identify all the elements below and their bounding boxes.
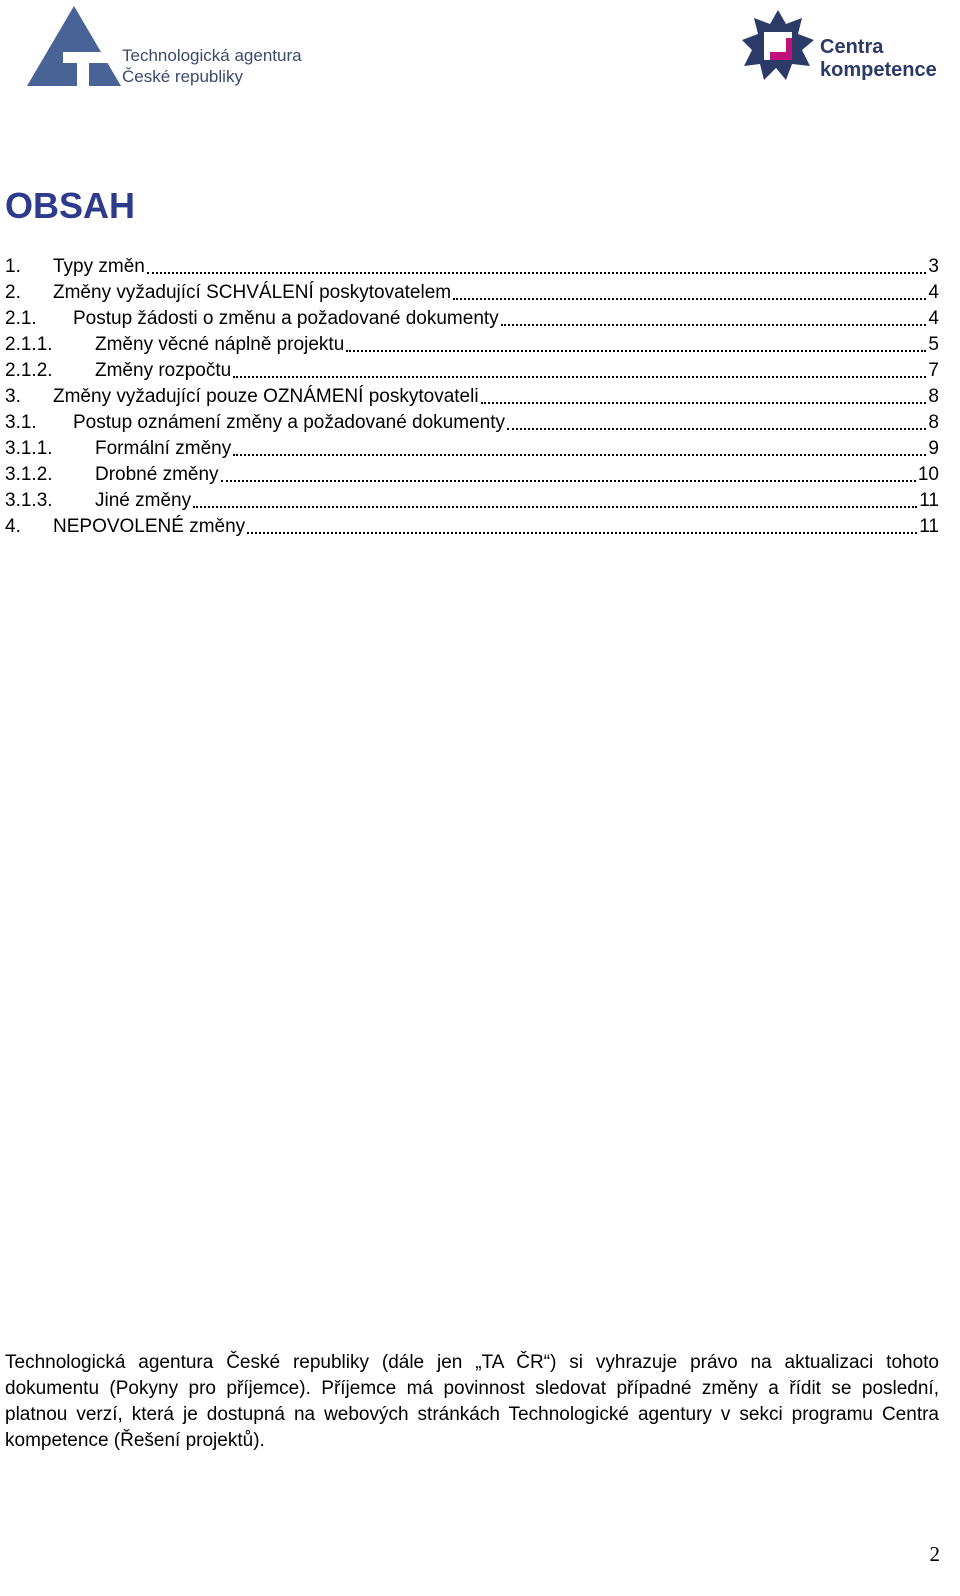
ck-logo-line2: kompetence <box>820 59 937 81</box>
toc-entry[interactable] <box>5 332 939 358</box>
toc-entry-page: 11 <box>919 516 939 537</box>
tacr-logo-line1: Technologická agentura <box>122 46 302 65</box>
toc-entry-page: 10 <box>917 464 939 485</box>
toc-leader-dots <box>221 480 916 482</box>
toc-entry-number: 3. <box>5 386 21 407</box>
toc-entry-number: 1. <box>5 256 21 277</box>
toc-entry-text: NEPOVOLENÉ změny <box>53 516 246 537</box>
toc-leader-dots <box>233 376 926 378</box>
toc-entry-text: Změny rozpočtu <box>95 360 232 381</box>
ck-logo-line1: Centra <box>820 36 884 58</box>
toc-entry-number: 2. <box>5 282 21 303</box>
toc-entry-text: Drobné změny <box>95 464 219 485</box>
toc-entry-number: 2.1.2. <box>5 360 53 381</box>
centra-kompetence-logo <box>740 8 945 84</box>
toc-leader-dots <box>453 298 926 300</box>
toc-leader-dots <box>247 532 917 534</box>
toc-entry-page: 8 <box>928 386 939 407</box>
toc-entry-text: Změny věcné náplně projektu <box>95 334 345 355</box>
toc-entry[interactable] <box>5 280 939 306</box>
toc-entry-number: 3.1.1. <box>5 438 53 459</box>
toc-entry-number: 3.1.3. <box>5 490 53 511</box>
toc-entry-page: 8 <box>928 412 939 433</box>
toc-entry-page: 4 <box>928 308 939 329</box>
toc-entry-text: Změny vyžadující SCHVÁLENÍ poskytovatelem <box>53 282 452 303</box>
toc-entry[interactable] <box>5 462 939 488</box>
toc-leader-dots <box>481 402 927 404</box>
toc-entry-text: Formální změny <box>95 438 232 459</box>
toc-entry-number: 3.1.2. <box>5 464 53 485</box>
table-of-contents <box>5 254 939 540</box>
toc-entry-page: 5 <box>928 334 939 355</box>
tacr-logo <box>27 6 327 88</box>
toc-entry-text: Změny vyžadující pouze OZNÁMENÍ poskytovateli <box>53 386 479 407</box>
toc-entry-number: 3.1. <box>5 412 37 433</box>
toc-entry-text: Jiné změny <box>95 490 192 511</box>
toc-entry-page: 3 <box>928 256 939 277</box>
toc-entry[interactable] <box>5 488 939 514</box>
tacr-logo-icon <box>27 6 122 88</box>
page-title: OBSAH <box>5 185 136 226</box>
toc-leader-dots <box>147 272 927 274</box>
tacr-logo-line2: České republiky <box>122 67 243 86</box>
centra-kompetence-logo-icon <box>740 8 816 84</box>
toc-entry-number: 2.1.1. <box>5 334 53 355</box>
toc-entry-number: 4. <box>5 516 21 537</box>
toc-entry-page: 4 <box>928 282 939 303</box>
toc-entry[interactable] <box>5 254 939 280</box>
toc-entry-number: 2.1. <box>5 308 37 329</box>
toc-entry[interactable] <box>5 358 939 384</box>
toc-entry[interactable] <box>5 514 939 540</box>
toc-entry-text: Postup oznámení změny a požadované dokumenty <box>73 412 505 433</box>
toc-leader-dots <box>501 324 927 326</box>
toc-entry-page: 9 <box>928 438 939 459</box>
toc-entry-text: Typy změn <box>53 256 145 277</box>
notice-paragraph: Technologická agentura České republiky (dále jen „TA ČR“) si vyhrazuje právo na aktualizaci tohoto dokumentu (Pokyny pro příjemce). Příjemce má povinnost sledovat případné změny a řídit se poslední, platnou verzí, která je dostupná na webových stránkách Technologické agentury v sekci programu Centra kompetence (Řešení projektů). <box>5 1352 939 1451</box>
toc-entry[interactable] <box>5 384 939 410</box>
toc-leader-dots <box>346 350 926 352</box>
toc-entry[interactable] <box>5 410 939 436</box>
toc-leader-dots <box>233 454 926 456</box>
toc-leader-dots <box>507 428 926 430</box>
toc-entry-page: 7 <box>928 360 939 381</box>
page-number: 2 <box>929 1542 940 1566</box>
toc-leader-dots <box>193 506 917 508</box>
toc-entry[interactable] <box>5 436 939 462</box>
toc-entry-page: 11 <box>919 490 939 511</box>
toc-entry[interactable] <box>5 306 939 332</box>
toc-entry-text: Postup žádosti o změnu a požadované dokumenty <box>73 308 499 329</box>
